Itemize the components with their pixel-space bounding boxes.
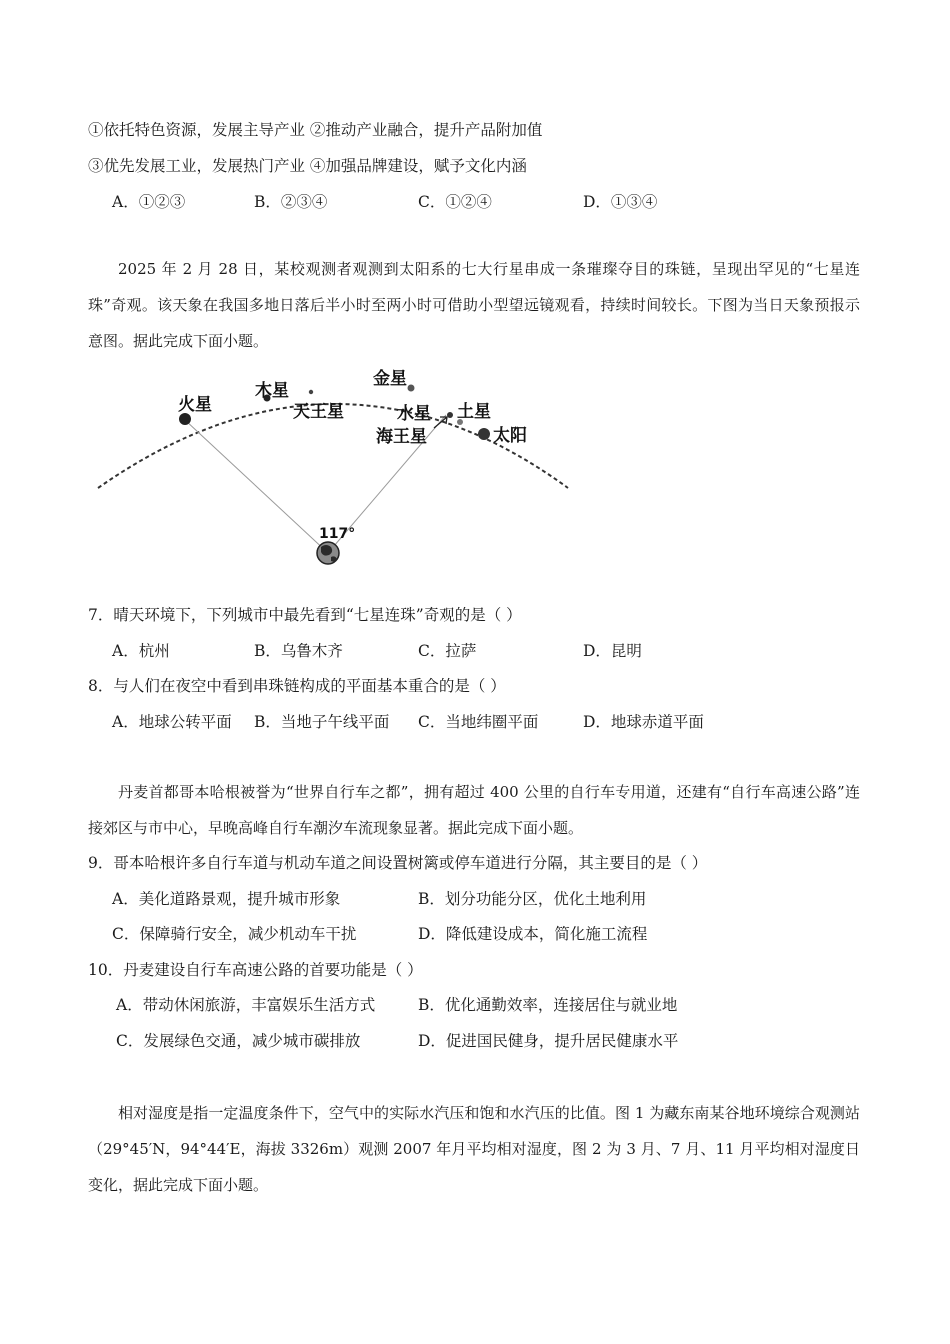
q6-option-b[interactable]: B．②③④ xyxy=(254,193,328,211)
sight-line-left xyxy=(185,420,328,553)
q7-stem: 7．晴天环境下，下列城市中最先看到“七星连珠”奇观的是（ ） xyxy=(88,606,522,624)
planet-alignment-diagram xyxy=(88,360,588,575)
q6-option-d[interactable]: D．①③④ xyxy=(583,193,658,211)
passage-relative-humidity: 相对湿度是指一定温度条件下，空气中的实际水汽压和饱和水汽压的比值。图 1 为藏东南某谷地环境综合观测站（29°45′N，94°44′E，海拔 3326m）观测 2007 年月平均相对湿度，图 2 为 3 月、7 月、11 月平均相对湿度日变化，据此完成下面小题。 xyxy=(88,1104,860,1194)
sun-label: 太阳 xyxy=(493,426,527,446)
q9-option-c[interactable]: C．保障骑行安全，减少机动车干扰 xyxy=(112,925,357,943)
q10-option-c[interactable]: C．发展绿色交通，减少城市碳排放 xyxy=(116,1032,361,1050)
q6-option-c[interactable]: C．①②④ xyxy=(418,193,492,211)
q7-option-c[interactable]: C．拉萨 xyxy=(418,642,477,660)
q10-option-b[interactable]: B．优化通勤效率，连接居住与就业地 xyxy=(418,996,678,1014)
q8-stem: 8．与人们在夜空中看到串珠链构成的平面基本重合的是（ ） xyxy=(88,677,506,695)
q10-option-a[interactable]: A．带动休闲旅游，丰富娱乐生活方式 xyxy=(116,996,376,1014)
venus-label: 金星 xyxy=(373,369,407,389)
q10-option-d[interactable]: D．促进国民健身，提升居民健康水平 xyxy=(418,1032,679,1050)
q6-option-a[interactable]: A．①②③ xyxy=(112,193,186,211)
q7-option-a[interactable]: A．杭州 xyxy=(112,642,170,660)
q7-option-b[interactable]: B．乌鲁木齐 xyxy=(254,642,343,660)
q10-stem: 10．丹麦建设自行车高速公路的首要功能是（ ） xyxy=(88,961,423,979)
q9-stem: 9．哥本哈根许多自行车道与机动车道之间设置树篱或停车道进行分隔，其主要目的是（ ） xyxy=(88,854,708,872)
mars-label: 火星 xyxy=(178,395,212,415)
passage-seven-planets: 2025 年 2 月 28 日，某校观测者观测到太阳系的七大行星串成一条璀璨夺目的珠链，呈现出罕见的“七星连珠”奇观。该天象在我国多地日落后半小时至两小时可借助小型望远镜观看，持续时间较长。下图为当日天象预报示意图。据此完成下面小题。 xyxy=(88,260,860,350)
q8-option-a[interactable]: A．地球公转平面 xyxy=(112,713,232,731)
passage-copenhagen: 丹麦首都哥本哈根被誉为“世界自行车之都”，拥有超过 400 公里的自行车专用道，还建有“自行车高速公路”连接郊区与市中心，早晚高峰自行车潮汐车流现象显著。据此完成下面小题。 xyxy=(88,783,860,837)
q9-option-d[interactable]: D．降低建设成本，简化施工流程 xyxy=(418,925,648,943)
saturn-label: 土星 xyxy=(457,402,491,422)
angle-label: 117° xyxy=(319,526,356,542)
uranus-dot xyxy=(309,390,313,394)
mercury-label: 水星 xyxy=(397,404,431,424)
q9-option-b[interactable]: B．划分功能分区，优化土地利用 xyxy=(418,890,647,908)
uranus-label: 天王星 xyxy=(293,402,344,422)
q8-option-b[interactable]: B．当地子午线平面 xyxy=(254,713,390,731)
q9-option-a[interactable]: A．美化道路景观，提升城市形象 xyxy=(112,890,341,908)
sun-dot xyxy=(478,428,490,440)
jupiter-label: 木星 xyxy=(255,381,289,401)
venus-dot xyxy=(408,385,415,392)
q8-option-d[interactable]: D．地球赤道平面 xyxy=(583,713,704,731)
q6-statement-2: ③优先发展工业，发展热门产业 ④加强品牌建设，赋予文化内涵 xyxy=(88,157,527,175)
q7-option-d[interactable]: D．昆明 xyxy=(583,642,642,660)
q6-statement-1: ①依托特色资源，发展主导产业 ②推动产业融合，提升产品附加值 xyxy=(88,121,543,139)
q8-option-c[interactable]: C．当地纬圈平面 xyxy=(418,713,539,731)
neptune-label: 海王星 xyxy=(376,427,427,447)
mercury-dot xyxy=(447,412,453,418)
